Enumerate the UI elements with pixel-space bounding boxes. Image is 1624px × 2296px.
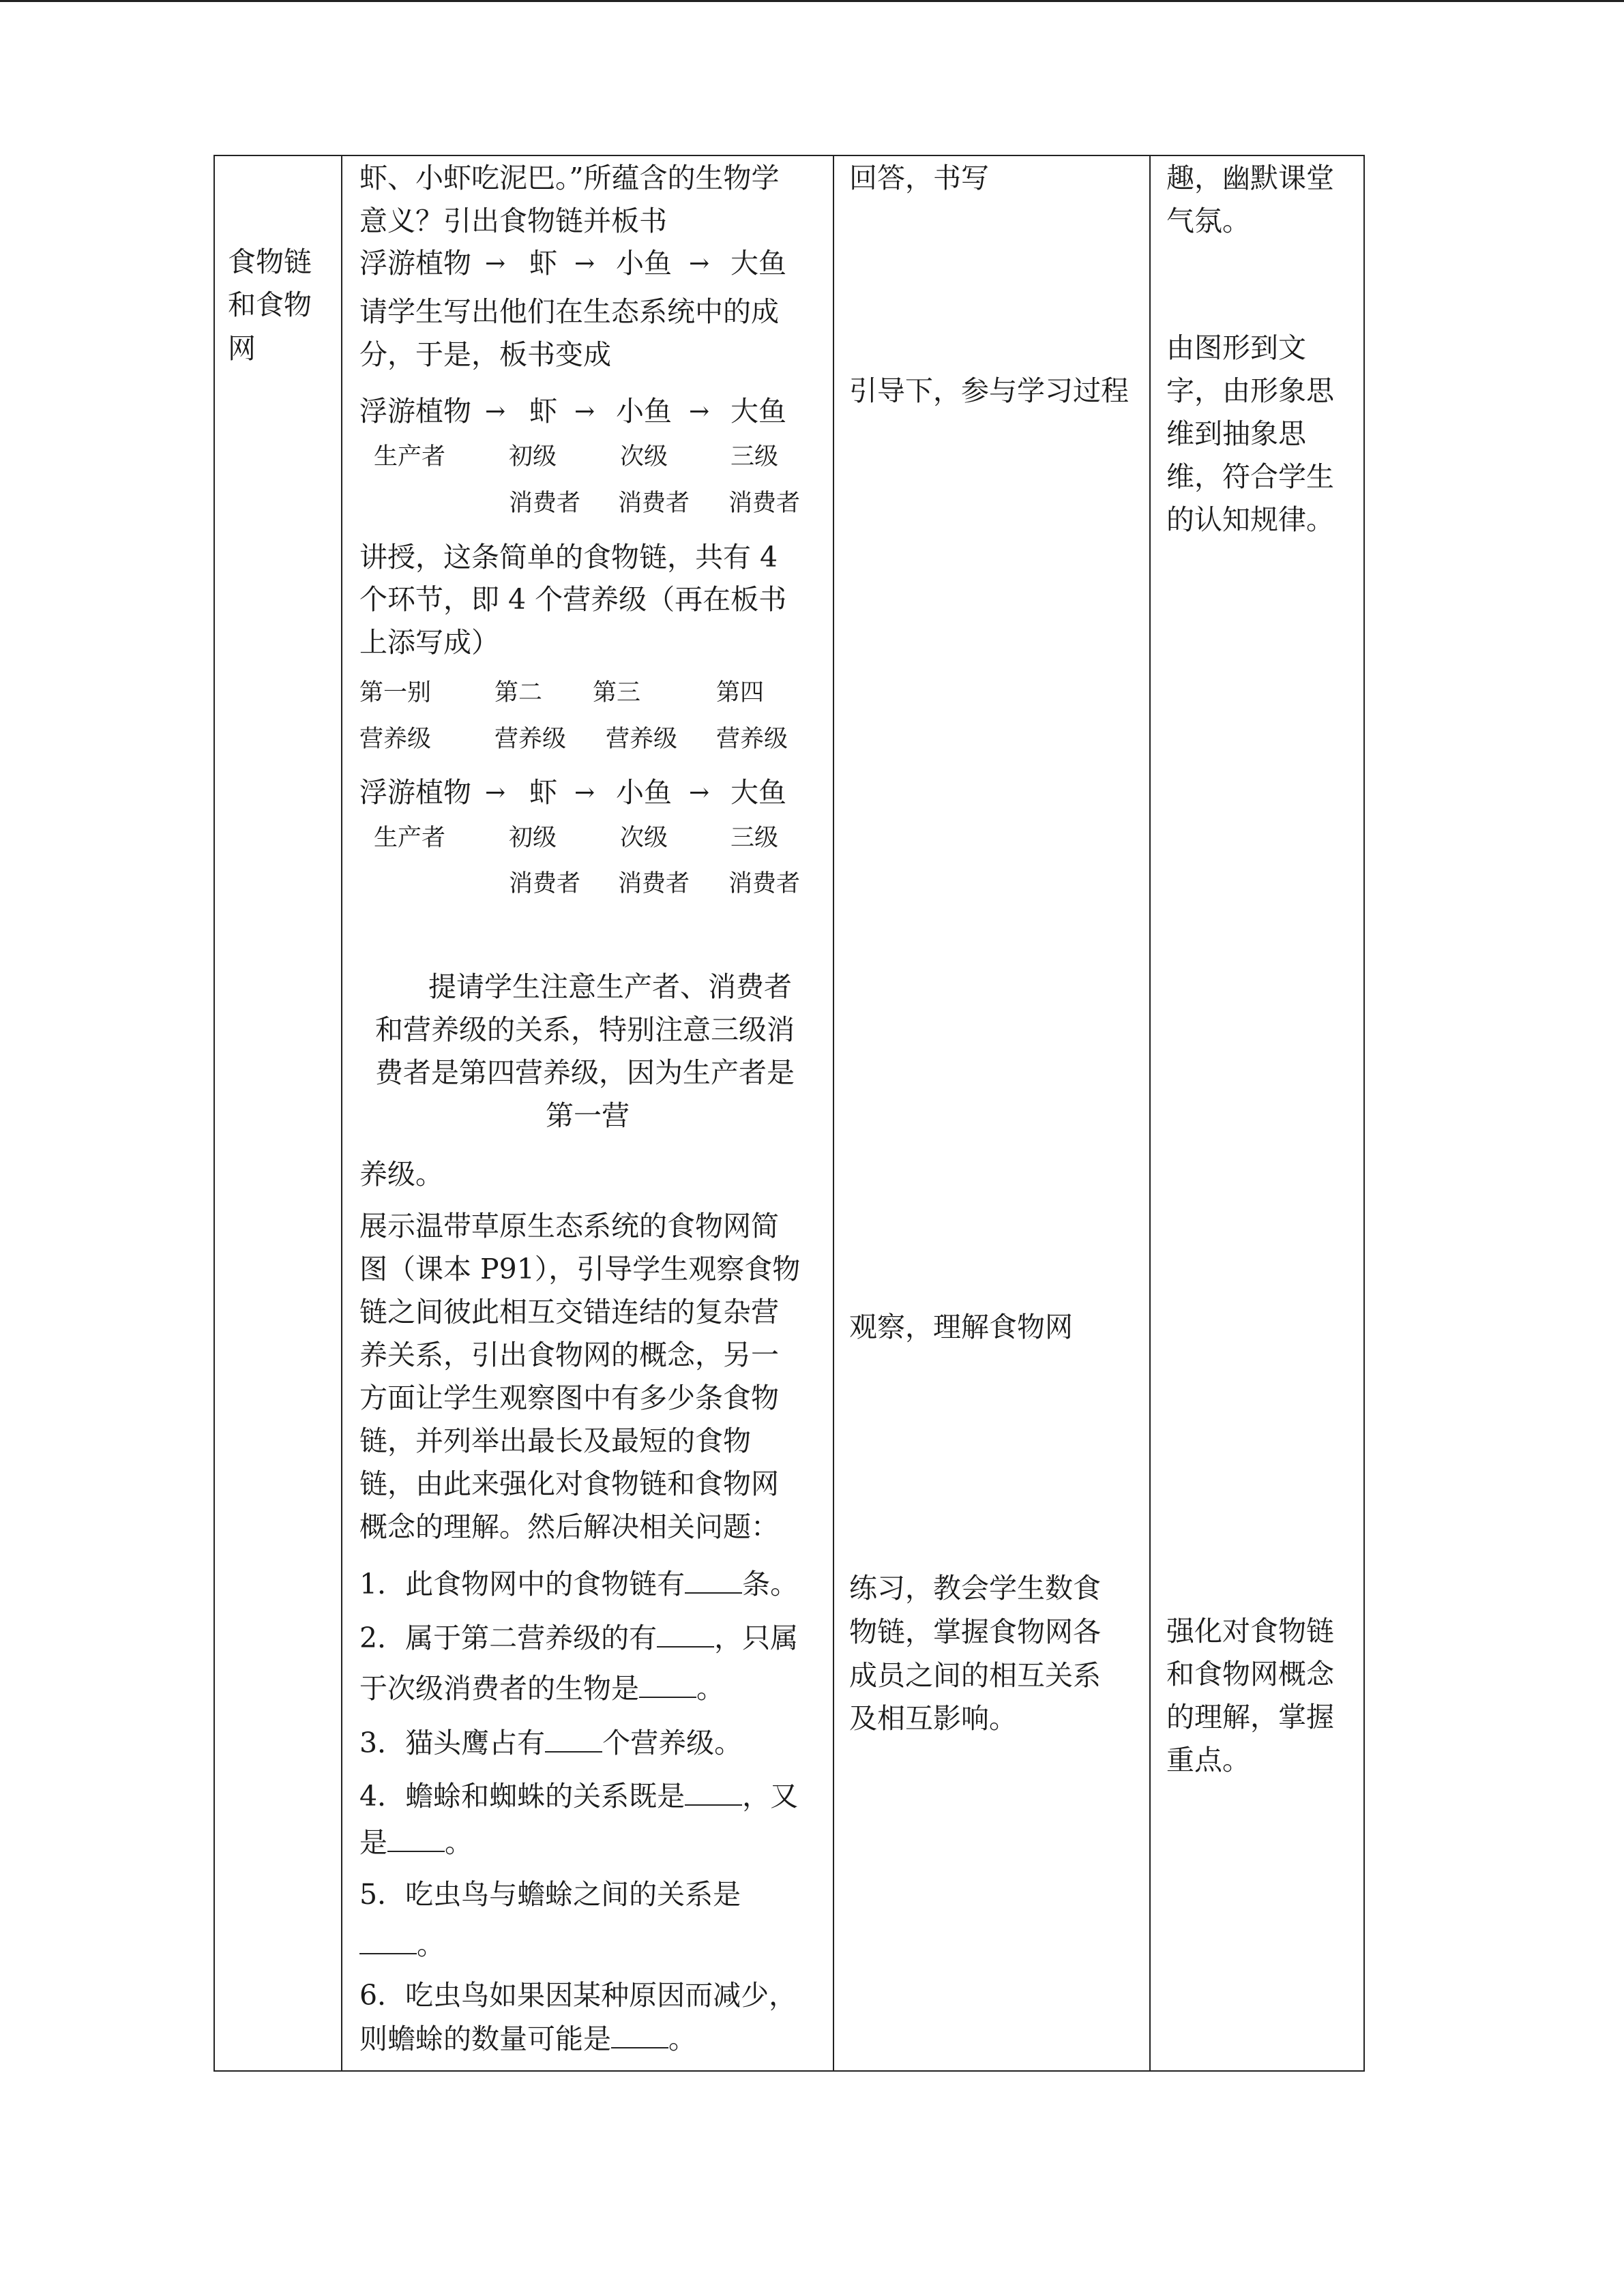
answer-blank	[657, 1645, 714, 1648]
role-label: 初级	[509, 824, 557, 852]
chain-shrimp: 虾	[529, 776, 557, 809]
web-line: 链之间彼此相互交错连结的复杂营	[359, 1296, 779, 1328]
design-intent: 强化对食物链	[1166, 1615, 1334, 1648]
role-label: 三级	[730, 443, 779, 471]
question-text: 1．此食物网中的食物链有	[359, 1568, 685, 1600]
ask-line: 请学生写出他们在生态系统中的成	[359, 295, 779, 328]
answer-blank	[359, 1952, 417, 1954]
question-text: 于次级消费者的生物是	[359, 1672, 639, 1705]
answer-blank	[685, 1591, 742, 1594]
design-intent: 由图形到文	[1166, 331, 1306, 364]
arrow-icon: →	[485, 779, 506, 807]
chain-producer: 浮游植物	[359, 776, 471, 809]
question-6-cont	[359, 2025, 696, 2053]
arrow-icon: →	[689, 398, 710, 426]
role-label: 消费者	[509, 490, 581, 517]
question-5	[359, 1878, 741, 1911]
student-activity: 练习，教会学生数食	[849, 1572, 1101, 1605]
chain-producer: 浮游植物	[359, 395, 471, 428]
question-text: 3．猫头鹰占有	[359, 1727, 546, 1759]
note-line: 提请学生注意生产者、消费者	[428, 970, 792, 1003]
arrow-icon: →	[689, 250, 710, 278]
question-4-cont	[359, 1826, 473, 1859]
question-text: 5．吃虫鸟与蟾蜍之间的关系是	[359, 1878, 741, 1911]
column-divider-1	[341, 155, 342, 2072]
column-divider-2	[833, 155, 834, 2072]
role-label: 消费者	[728, 870, 801, 897]
chain-small-fish: 小鱼	[616, 395, 672, 428]
design-intent: 趣，幽默课堂	[1166, 162, 1334, 194]
chain-shrimp: 虾	[529, 247, 557, 280]
arrow-icon: →	[485, 250, 506, 278]
design-intent: 重点。	[1166, 1744, 1250, 1776]
arrow-icon: →	[574, 779, 595, 807]
chain-big-fish: 大鱼	[730, 776, 786, 809]
design-intent: 的认知规律。	[1166, 503, 1334, 536]
question-text: 则蟾蜍的数量可能是	[359, 2023, 611, 2055]
answer-blank	[685, 1803, 742, 1806]
ask-line: 分，于是，板书变成	[359, 338, 611, 371]
question-6	[359, 1979, 797, 2012]
role-label: 消费者	[618, 870, 690, 897]
design-intent: 维到抽象思	[1166, 417, 1306, 450]
level-unit: 营养级	[359, 726, 432, 753]
level-unit: 营养级	[494, 726, 567, 753]
student-activity: 成员之间的相互关系	[849, 1659, 1101, 1692]
question-text: ，只属	[714, 1622, 799, 1654]
student-activity: 物链，掌握食物网各	[849, 1615, 1101, 1648]
answer-blank	[611, 2046, 668, 2048]
design-intent: 字，由形象思	[1166, 374, 1334, 407]
web-line: 概念的理解。然后解决相关问题：	[359, 1510, 779, 1543]
question-text: ，又	[742, 1780, 799, 1813]
question-1	[359, 1570, 798, 1598]
web-line: 链，由此来强化对食物链和食物网	[359, 1467, 779, 1500]
role-label: 初级	[509, 443, 557, 471]
chain-big-fish: 大鱼	[730, 247, 786, 280]
chain-big-fish: 大鱼	[730, 395, 786, 428]
student-activity: 回答，书写	[849, 162, 989, 194]
question-text: 4．蟾蜍和蜘蛛的关系既是	[359, 1780, 685, 1813]
student-activity: 观察，理解食物网	[849, 1311, 1073, 1343]
chain-producer: 浮游植物	[359, 247, 471, 280]
arrow-icon: →	[574, 398, 595, 426]
explain-line: 个环节，即 4 个营养级（再在板书	[359, 583, 787, 616]
question-4	[359, 1780, 799, 1813]
note-line: 第一营	[546, 1099, 630, 1132]
student-activity: 及相互影响。	[849, 1702, 1017, 1735]
arrow-icon: →	[574, 250, 595, 278]
role-label: 消费者	[509, 870, 581, 897]
student-activity: 引导下，参与学习过程	[849, 374, 1129, 407]
role-label: 生产者	[374, 443, 446, 471]
chain-shrimp: 虾	[529, 395, 557, 428]
arrow-icon: →	[485, 398, 506, 426]
topic-line: 和食物	[228, 288, 312, 321]
question-5-cont	[359, 1928, 445, 1961]
web-line: 图（课本 P91），引导学生观察食物	[359, 1253, 801, 1285]
question-text: 条。	[742, 1568, 799, 1600]
level-label: 第一别	[359, 679, 432, 706]
question-text: 。	[668, 2023, 696, 2055]
design-intent: 气氛。	[1166, 205, 1250, 237]
intro-line: 意义？引出食物链并板书	[359, 205, 667, 237]
design-intent: 的理解，掌握	[1166, 1701, 1334, 1733]
question-text: 6．吃虫鸟如果因某种原因而减少，	[359, 1979, 797, 2012]
role-label: 次级	[620, 824, 668, 852]
web-line: 方面让学生观察图中有多少条食物	[359, 1382, 779, 1414]
web-line: 养关系，引出食物网的概念，另一	[359, 1339, 779, 1371]
explain-line: 上添写成）	[359, 626, 499, 659]
topic-line: 食物链	[228, 245, 312, 278]
question-text: 。	[445, 1826, 473, 1859]
level-unit: 营养级	[716, 726, 788, 753]
level-label: 第二	[494, 679, 543, 706]
note-line: 费者是第四营养级，因为生产者是	[375, 1056, 795, 1089]
column-divider-3	[1149, 155, 1151, 2072]
answer-blank	[639, 1695, 696, 1698]
role-label: 次级	[620, 443, 668, 471]
question-3	[359, 1729, 742, 1757]
question-text: 是	[359, 1826, 387, 1859]
intro-line: 虾、小虾吃泥巴。”所蕴含的生物学	[359, 162, 780, 194]
question-text: 。	[417, 1928, 445, 1961]
chain-small-fish: 小鱼	[616, 776, 672, 809]
design-intent: 和食物网概念	[1166, 1658, 1334, 1690]
role-label: 消费者	[618, 490, 690, 517]
arrow-icon: →	[689, 779, 710, 807]
question-2-cont	[359, 1672, 724, 1705]
web-line: 展示温带草原生态系统的食物网简	[359, 1210, 779, 1242]
note-line: 养级。	[359, 1158, 443, 1191]
question-text: 。	[696, 1672, 724, 1705]
level-label: 第四	[716, 679, 765, 706]
topic-line: 网	[228, 332, 256, 365]
level-label: 第三	[593, 679, 641, 706]
answer-blank	[387, 1849, 445, 1852]
question-2	[359, 1624, 798, 1652]
role-label: 生产者	[374, 824, 446, 852]
role-label: 消费者	[728, 490, 801, 517]
explain-line: 讲授，这条简单的食物链，共有 4	[359, 541, 778, 573]
design-intent: 维，符合学生	[1166, 460, 1334, 493]
level-unit: 营养级	[606, 726, 678, 753]
question-text: 个营养级。	[602, 1727, 743, 1759]
answer-blank	[545, 1750, 602, 1753]
web-line: 链，并列举出最长及最短的食物	[359, 1425, 751, 1457]
page-top-border	[0, 0, 1624, 2]
chain-small-fish: 小鱼	[616, 247, 672, 280]
note-line: 和营养级的关系，特别注意三级消	[375, 1013, 795, 1046]
question-text: 2．属于第二营养级的有	[359, 1622, 658, 1654]
role-label: 三级	[730, 824, 779, 852]
